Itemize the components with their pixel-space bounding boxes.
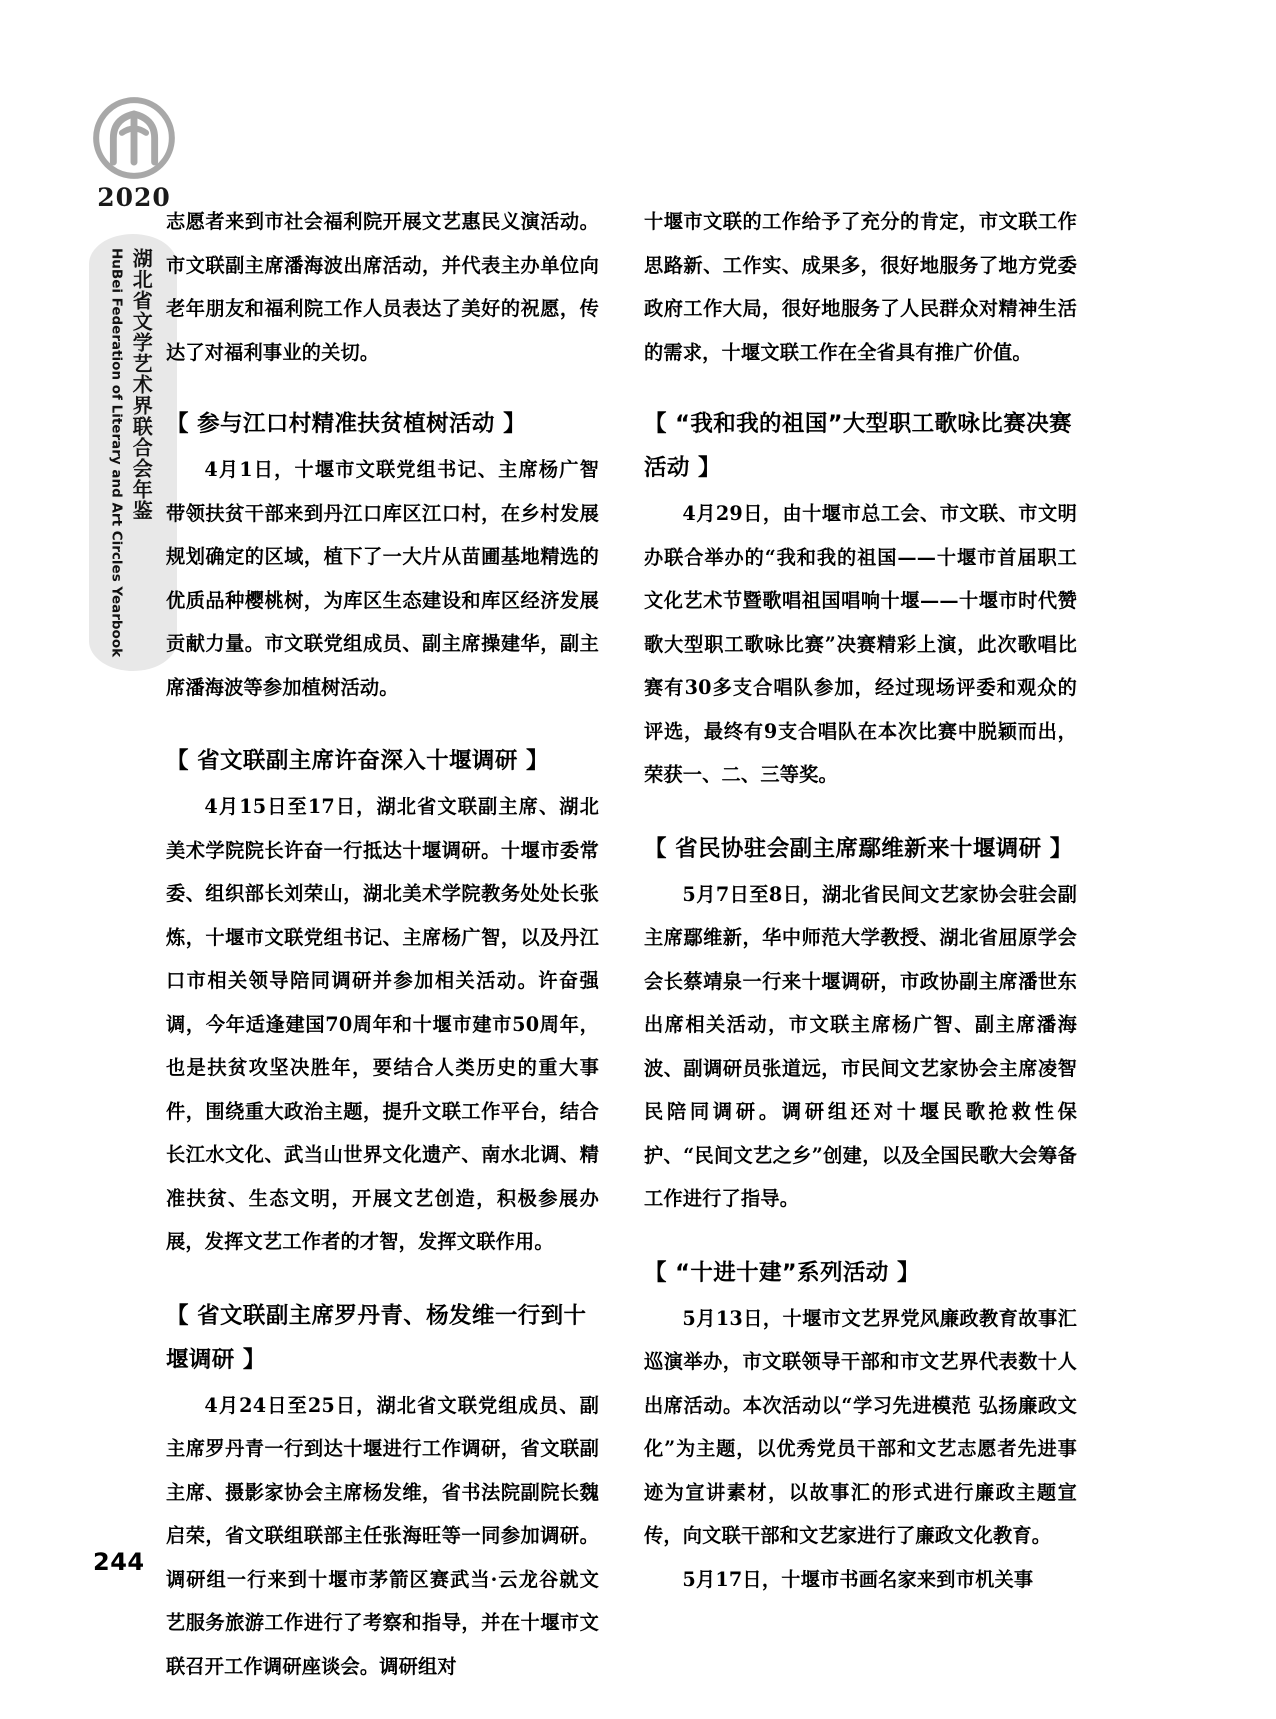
article-columns [166,200,1166,1678]
continued-paragraph: 十堰市文联的工作给予了充分的肯定，市文联工作思路新、工作实、成果多，很好地服务了地方党委政府工作大局，很好地服务了人民群众对精神生活的需求，十堰文联工作在全省具有推广价值。 [644,210,1077,364]
section-body: 5月13日，十堰市文艺界党风廉政教育故事汇巡演举办，市文联领导干部和市文艺界代表数十人出席活动。本次活动以“学习先进模范 弘扬廉政文化”为主题，以优秀党员干部和文艺志愿者先进事迹为宣讲素材，以故事汇的形式进行廉政主题宣传，向文联干部和文艺家进行了廉政文化教育。 [644,1306,1077,1547]
right-column [644,200,1077,1591]
left-column [166,200,599,1678]
section-heading: 【 “十进十建”系列活动 】 [644,1259,920,1286]
yearbook-title-en: HuBei Federation of Literary and Art Circles Yearbook [108,248,125,658]
publisher-logo [75,95,193,212]
arch-emblem-icon [91,95,177,181]
vertical-title-band [89,234,177,671]
section-body: 4月29日，由十堰市总工会、市文联、市文明办联合举办的“我和我的祖国——十堰市首届职工文化艺术节暨歌唱祖国唱响十堰——十堰市时代赞歌大型职工歌咏比赛”决赛精彩上演，此次歌唱比赛有30多支合唱队参加，经过现场评委和观众的评选，最终有9支合唱队在本次比赛中脱颖而出，荣获一、二、三等奖。 [644,502,1077,786]
yearbook-year: 2020 [97,183,171,212]
section-body: 4月1日，十堰市文联党组书记、主席杨广智带领扶贫干部来到丹江口库区江口村，在乡村发展规划确定的区域，植下了一大片从苗圃基地精选的优质品种樱桃树，为库区生态建设和库区经济发展贡献力量。市文联党组成员、副主席操建华，副主席潘海波等参加植树活动。 [166,458,599,699]
section-heading: 【 省文联副主席许奋深入十堰调研 】 [166,748,549,774]
section-body: 4月15日至17日，湖北省文联副主席、湖北美术学院院长许奋一行抵达十堰调研。十堰市委常委、组织部长刘荣山，湖北美术学院教务处处长张炼，十堰市文联党组书记、主席杨广智，以及丹江口市相关领导陪同调研并参加相关活动。许奋强调，今年适逢建国70周年和十堰市建市50周年，也是扶贫攻坚决胜年，要结合人类历史的重大事件，围绕重大政治主题，提升文联工作平台，结合长江水文化、武当山世界文化遗产、南水北调、精准扶贫、生态文明，开展文艺创造，积极参展办展，发挥文艺工作者的才智，发挥文联作用。 [166,795,599,1253]
section-body: 5月7日至8日，湖北省民间文艺家协会驻会副主席鄢维新，华中师范大学教授、湖北省屈原学会会长蔡靖泉一行来十堰调研，市政协副主席潘世东出席相关活动，市文联主席杨广智、副主席潘海波、副调研员张道远，市民间文艺家协会主席凌智民陪同调研。调研组还对十堰民歌抢救性保护、“民间文艺之乡”创建，以及全国民歌大会筹备工作进行了指导。 [644,882,1077,1210]
section-body-continued: 5月17日，十堰市书画名家来到市机关事 [682,1567,1034,1591]
page-number: 244 [93,1548,145,1576]
section-heading: 【 省文联副主席罗丹青、杨发维一行到十堰调研 】 [166,1302,587,1373]
section-heading: 【 省民协驻会副主席鄢维新来十堰调研 】 [644,835,1073,862]
section-heading: 【 “我和我的祖国”大型职工歌咏比赛决赛活动 】 [644,411,1072,481]
yearbook-title-cn: 湖北省文学艺术界联合会年鉴 [129,248,154,521]
section-heading: 【 参与江口村精准扶贫植树活动 】 [166,411,526,437]
section-body: 4月24日至25日，湖北省文联党组成员、副主席罗丹青一行到达十堰进行工作调研，省文联副主席、摄影家协会主席杨发维，省书法院副院长魏启荣，省文联组联部主任张海旺等一同参加调研。调研组一行来到十堰市茅箭区赛武当·云龙谷就文艺服务旅游工作进行了考察和指导，并在十堰市文联召开工作调研座谈会。调研组对 [166,1393,599,1678]
continued-paragraph: 志愿者来到市社会福利院开展文艺惠民义演活动。市文联副主席潘海波出席活动，并代表主办单位向老年朋友和福利院工作人员表达了美好的祝愿，传达了对福利事业的关切。 [166,210,599,364]
